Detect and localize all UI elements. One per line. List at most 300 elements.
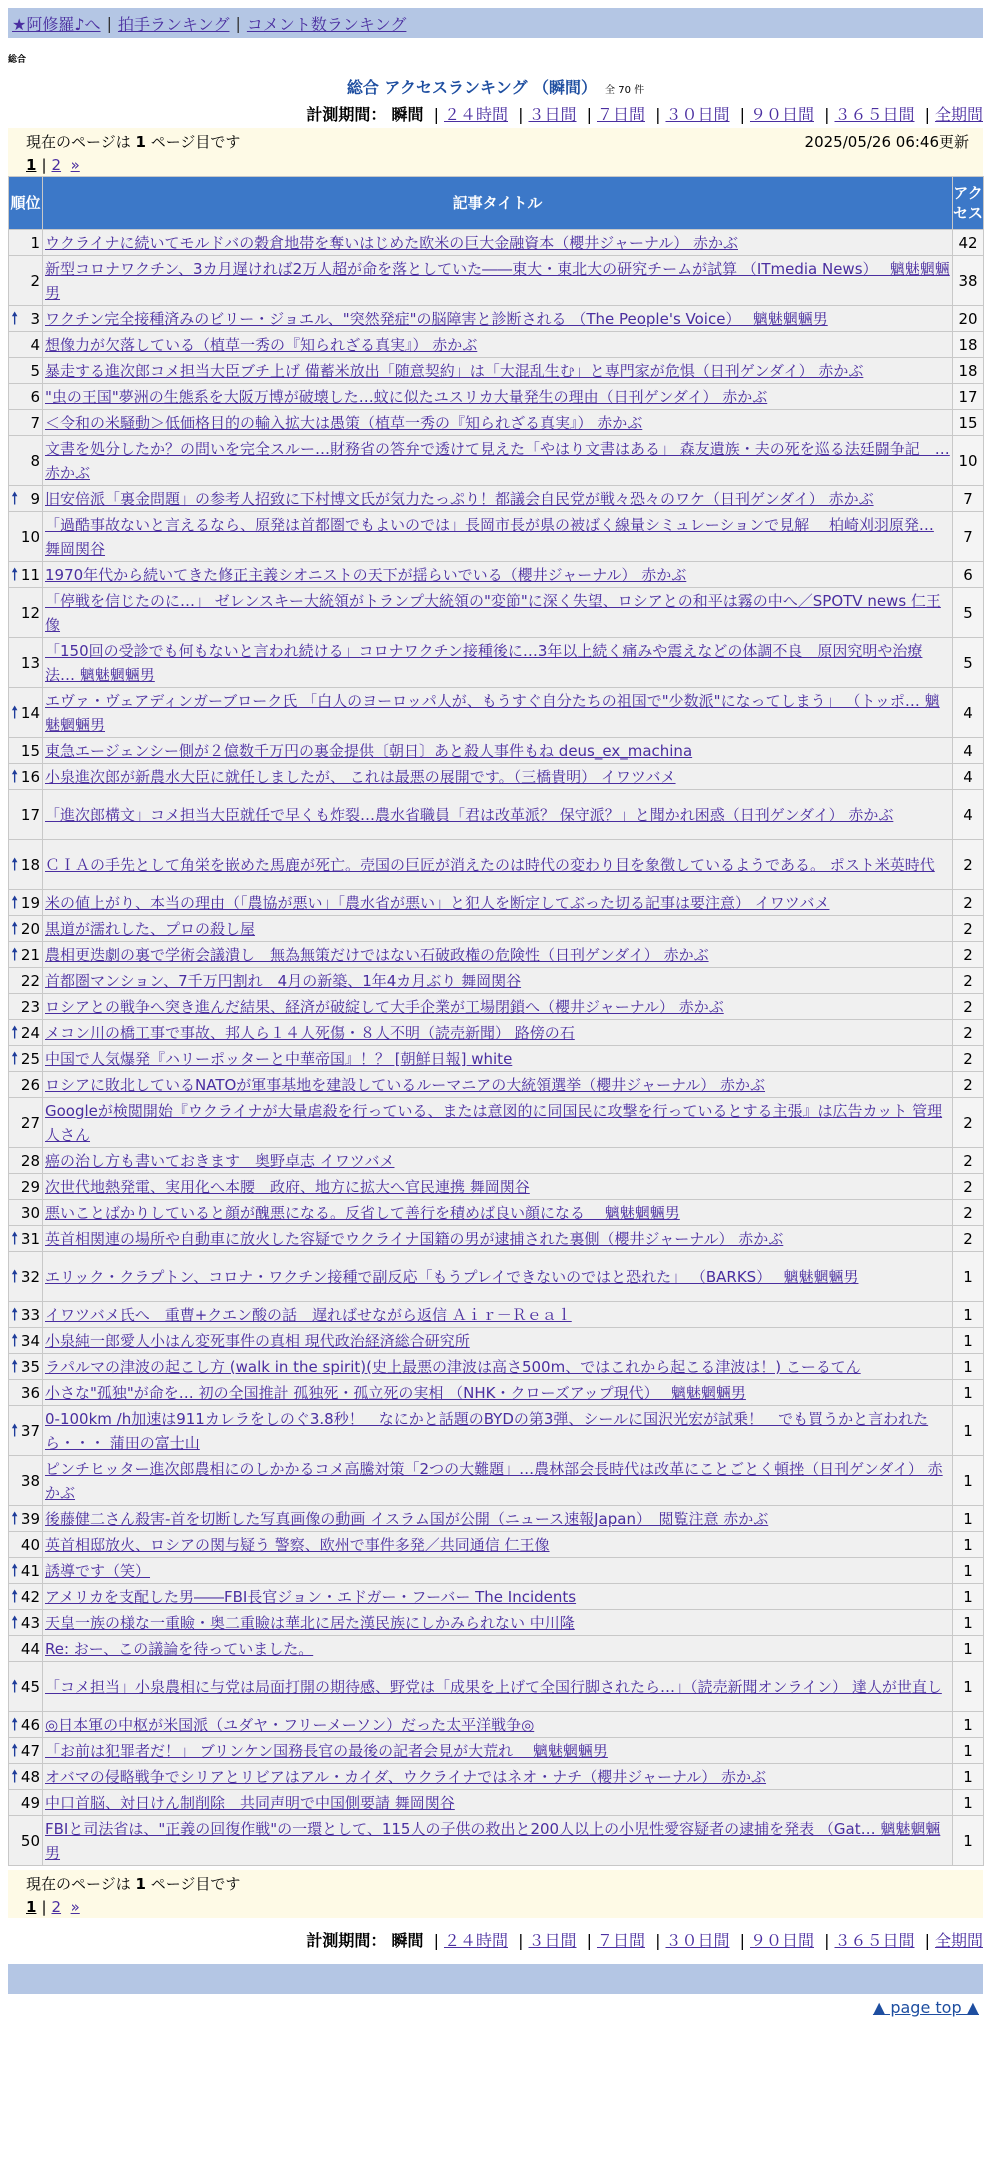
updated-timestamp: 2025/05/26 06:46更新 xyxy=(804,133,969,151)
access-count: 1 xyxy=(953,1790,984,1816)
rank-cell xyxy=(9,638,43,688)
title-cell xyxy=(43,1610,953,1636)
article-title-link[interactable]: 0-100km /h加速は911カレラをしのぐ3.8秒！ なにかと話題のBYDの第3弾、シールに国沢光宏が試乗！ でも買うかと言われたら・・・ 蒲田の富士山 xyxy=(45,1409,929,1452)
rank-number: 15 xyxy=(20,741,40,760)
rank-up-arrow-icon: 🠕 xyxy=(11,1048,19,1069)
article-title-link[interactable]: 旧安倍派「裏金問題」の参考人招致に下村博文氏が気力たっぷり！都議会自民党が戦々恐々のワケ（日刊ゲンダイ） 赤かぶ xyxy=(45,489,874,508)
table-row xyxy=(9,1738,984,1764)
article-title-link[interactable]: 中国で人気爆発『ハリーポッターと中華帝国』！？ [朝鮮日報] white xyxy=(45,1049,513,1068)
access-count: 15 xyxy=(953,410,984,436)
rank-number: 5 xyxy=(30,361,40,380)
article-title-link[interactable]: メコン川の橋工事で事故、邦人ら１４人死傷・８人不明（読売新聞） 路傍の石 xyxy=(45,1023,575,1042)
table-row xyxy=(9,384,984,410)
period-30d-link[interactable]: ３０日間 xyxy=(665,105,730,124)
rank-up-arrow-icon: 🠕 xyxy=(11,1228,19,1249)
article-title-link[interactable]: Googleが検閲開始『ウクライナが大量虐殺を行っている、または意図的に同国民に攻撃を行っているとする主張』は広告カット 管理人さん xyxy=(45,1101,943,1144)
page-title-text: 総合 アクセスランキング （瞬間） xyxy=(346,78,598,97)
article-title-link[interactable]: ◎日本軍の中枢が米国派（ユダヤ・フリーメーソン）だった太平洋戦争◎ xyxy=(45,1715,535,1734)
text: 現在のページは xyxy=(26,1875,136,1893)
rank-up-arrow-icon: 🠕 xyxy=(11,1022,19,1043)
table-row xyxy=(9,1816,984,1866)
nav-separator: | xyxy=(106,13,112,33)
title-cell xyxy=(43,1584,953,1610)
rank-number: 30 xyxy=(20,1203,40,1222)
rank-number: 40 xyxy=(20,1535,40,1554)
rank-number: 7 xyxy=(30,413,40,432)
rank-number: 18 xyxy=(20,855,40,874)
title-cell xyxy=(43,486,953,512)
article-title-link[interactable]: 農相更迭劇の裏で学術会議潰し 無為無策だけではない石破政権の危険性（日刊ゲンダイ） 赤かぶ xyxy=(45,945,709,964)
period-7d-link[interactable]: ７日間 xyxy=(596,1931,645,1950)
rank-up-arrow-icon: 🠕 xyxy=(11,1714,19,1735)
access-count: 2 xyxy=(953,1148,984,1174)
table-row xyxy=(9,256,984,306)
article-title-link[interactable]: 次世代地熱発電、実用化へ本腰 政府、地方に拡大へ官民連携 舞岡関谷 xyxy=(45,1177,530,1196)
rank-number: 46 xyxy=(20,1715,40,1734)
title-cell xyxy=(43,332,953,358)
title-cell xyxy=(43,1816,953,1866)
article-title-link[interactable]: "虫の王国"夢洲の生態系を大阪万博が破壊した…蚊に似たユスリカ大量発生の理由（日刊ゲンダイ） 赤かぶ xyxy=(45,387,768,406)
table-row xyxy=(9,1380,984,1406)
rank-number: 32 xyxy=(20,1267,40,1286)
rank-number: 47 xyxy=(20,1741,40,1760)
access-count: 1 xyxy=(953,1636,984,1662)
rank-up-arrow-icon: 🠕 xyxy=(11,1266,19,1287)
article-title-link[interactable]: ウクライナに続いてモルドバの穀倉地帯を奪いはじめた欧米の巨大金融資本（櫻井ジャーナル） 赤かぶ xyxy=(45,233,738,252)
article-title-link[interactable]: 「進次郎構文」コメ担当大臣就任で早くも炸裂…農水省職員「君は改革派？ 保守派？」と聞かれ困惑（日刊ゲンダイ） 赤かぶ xyxy=(45,805,894,824)
page-2-link[interactable]: 2 xyxy=(51,1898,62,1916)
next-page-link[interactable]: » xyxy=(70,156,80,174)
period-selector-top xyxy=(8,102,983,124)
table-row xyxy=(9,738,984,764)
rank-number: 16 xyxy=(20,767,40,786)
article-title-link[interactable]: 天皇一族の様な一重瞼・奥二重瞼は華北に居た漢民族にしかみられない 中川隆 xyxy=(45,1613,575,1632)
period-3d-link[interactable]: ３日間 xyxy=(528,1931,577,1950)
rank-cell xyxy=(9,1200,43,1226)
bottom-bar xyxy=(8,1964,983,1994)
table-row xyxy=(9,1764,984,1790)
title-cell xyxy=(43,1302,953,1328)
separator: | xyxy=(739,1931,745,1950)
table-row xyxy=(9,1354,984,1380)
page-1: 1 xyxy=(26,1898,37,1916)
title-cell xyxy=(43,1328,953,1354)
access-count: 4 xyxy=(953,790,984,840)
article-title-link[interactable]: 小さな"孤独"が命を… 初の全国推計 孤独死・孤立死の実相 （NHK・クローズアップ現代） 魑魅魍魎男 xyxy=(45,1383,746,1402)
rank-cell xyxy=(9,942,43,968)
rank-cell xyxy=(9,1072,43,1098)
period-24h-link[interactable]: ２４時間 xyxy=(443,1931,508,1950)
period-30d-link[interactable]: ３０日間 xyxy=(665,1931,730,1950)
rank-cell xyxy=(9,384,43,410)
access-count: 1 xyxy=(953,1456,984,1506)
article-title-link[interactable]: 小泉進次郎が新農水大臣に就任しましたが、 これは最悪の展開です。（三橋貴明） イワツバメ xyxy=(45,767,676,786)
table-row xyxy=(9,968,984,994)
pagination xyxy=(26,1898,969,1916)
access-count: 2 xyxy=(953,1174,984,1200)
article-title-link[interactable]: 首都圏マンション、7千万円割れ 4月の新築、1年4カ月ぶり 舞岡関谷 xyxy=(45,971,522,990)
rank-cell xyxy=(9,916,43,942)
article-title-link[interactable]: イワツバメ氏へ 重曹+クエン酸の話 遅ればせながら返信 Ａｉｒ－Ｒｅａｌ xyxy=(45,1305,572,1324)
page-top-container xyxy=(8,1998,979,2017)
nav-separator: | xyxy=(235,13,241,33)
table-row xyxy=(9,436,984,486)
table-row xyxy=(9,1790,984,1816)
separator: | xyxy=(586,1931,592,1950)
access-count: 1 xyxy=(953,1610,984,1636)
access-count: 20 xyxy=(953,306,984,332)
table-row xyxy=(9,1226,984,1252)
period-all-link[interactable]: 全期間 xyxy=(934,105,983,124)
rank-up-arrow-icon: 🠕 xyxy=(11,1420,19,1441)
period-7d-link[interactable]: ７日間 xyxy=(596,105,645,124)
rank-up-arrow-icon: 🠕 xyxy=(11,1356,19,1377)
table-row xyxy=(9,1532,984,1558)
rank-number: 39 xyxy=(20,1509,40,1528)
article-title-link[interactable]: 1970年代から続いてきた修正主義シオニストの天下が揺らいでいる（櫻井ジャーナル） 赤かぶ xyxy=(45,565,687,584)
category-label: 総合 xyxy=(8,55,27,65)
rank-number: 48 xyxy=(20,1767,40,1786)
page-top-link[interactable]: ▲ page top ▲ xyxy=(872,1998,979,2017)
access-count: 1 xyxy=(953,1354,984,1380)
title-cell xyxy=(43,1506,953,1532)
rank-number: 45 xyxy=(20,1677,40,1696)
access-column-header: アクセス xyxy=(953,177,984,230)
table-row xyxy=(9,1046,984,1072)
table-row xyxy=(9,1252,984,1302)
rank-cell xyxy=(9,1636,43,1662)
rank-number: 13 xyxy=(20,653,40,672)
table-row xyxy=(9,688,984,738)
table-row xyxy=(9,1020,984,1046)
title-cell xyxy=(43,1226,953,1252)
separator: | xyxy=(586,105,592,124)
article-title-link[interactable]: 小泉純一郎愛人小はん変死事件の真相 現代政治経済総合研究所 xyxy=(45,1331,470,1350)
rank-up-arrow-icon: 🠕 xyxy=(11,766,19,787)
access-count: 1 xyxy=(953,1558,984,1584)
article-title-link[interactable]: 「過酷事故ないと言えるなら、原発は首都圏でもよいのでは」長岡市長が県の被ばく線量シミュレーションで見解 柏崎刈羽原発… 舞岡関谷 xyxy=(45,515,934,558)
article-title-link[interactable]: 「150回の受診でも何もないと言われ続ける」コロナワクチン接種後に…3年以上続く痛みや震えなどの体調不良 原因究明や治療法… 魑魅魍魎男 xyxy=(45,641,923,684)
rank-number: 14 xyxy=(20,703,40,722)
rank-cell xyxy=(9,1354,43,1380)
access-count: 2 xyxy=(953,1226,984,1252)
access-count: 1 xyxy=(953,1532,984,1558)
article-title-link[interactable]: オバマの侵略戦争でシリアとリビアはアル・カイダ、ウクライナではネオ・ナチ（櫻井ジャーナル） 赤かぶ xyxy=(45,1767,767,1786)
period-label: 計測期間： xyxy=(306,105,387,124)
rank-number: 19 xyxy=(20,893,40,912)
table-row xyxy=(9,790,984,840)
title-cell xyxy=(43,1712,953,1738)
ranking-table-body xyxy=(9,230,984,1866)
table-row xyxy=(9,512,984,562)
rank-up-arrow-icon: 🠕 xyxy=(11,564,19,585)
title-cell xyxy=(43,738,953,764)
period-90d-link[interactable]: ９０日間 xyxy=(749,105,814,124)
rank-cell xyxy=(9,1252,43,1302)
title-column-header: 記事タイトル xyxy=(43,177,953,230)
period-3d-link[interactable]: ３日間 xyxy=(528,105,577,124)
article-title-link[interactable]: 後藤健二さん殺害-首を切断した写真画像の動画 イスラム国が公開（ニュース速報Japan） 閲覧注意 赤かぶ xyxy=(45,1509,769,1528)
rank-cell xyxy=(9,688,43,738)
rank-cell xyxy=(9,1020,43,1046)
rank-number: 12 xyxy=(20,603,40,622)
article-title-link[interactable]: 悪いことばかりしていると顔が醜悪になる。反省して善行を積めば良い顔になる 魑魅魍魎男 xyxy=(45,1203,680,1222)
article-title-link[interactable]: 中口首脳、対日けん制削除 共同声明で中国側要請 舞岡関谷 xyxy=(45,1793,455,1812)
total-count: 全 70 件 xyxy=(605,85,645,96)
top-nav-bar xyxy=(8,8,983,38)
separator: | xyxy=(518,1931,524,1950)
title-cell xyxy=(43,436,953,486)
article-title-link[interactable]: ロシアとの戦争へ突き進んだ結果、経済が破綻して大手企業が工場閉鎖へ（櫻井ジャーナル） 赤かぶ xyxy=(45,997,724,1016)
rank-cell xyxy=(9,256,43,306)
clap-ranking-link[interactable]: 拍手ランキング xyxy=(117,14,230,34)
title-cell xyxy=(43,994,953,1020)
access-count: 2 xyxy=(953,1200,984,1226)
article-title-link[interactable]: ラパルマの津波の起こし方 (walk in the spirit)(史上最悪の津波は高さ500m、ではこれから起こる津波は！) こーるてん xyxy=(45,1357,861,1376)
title-cell xyxy=(43,358,953,384)
access-count: 7 xyxy=(953,512,984,562)
title-cell xyxy=(43,1738,953,1764)
title-cell xyxy=(43,916,953,942)
article-title-link[interactable]: ロシアに敗北しているNATOが軍事基地を建設しているルーマニアの大統領選挙（櫻井ジャーナル） 赤かぶ xyxy=(45,1075,766,1094)
article-title-link[interactable]: 新型コロナワクチン、3カ月遅ければ2万人超が命を落としていた――東大・東北大の研究チームが試算 （ITmedia News） 魑魅魍魎男 xyxy=(45,259,950,302)
title-cell xyxy=(43,1174,953,1200)
access-count: 4 xyxy=(953,738,984,764)
access-count: 1 xyxy=(953,1816,984,1866)
rank-number: 33 xyxy=(20,1305,40,1324)
separator: | xyxy=(433,1931,439,1950)
period-24h-link[interactable]: ２４時間 xyxy=(443,105,508,124)
access-count: 5 xyxy=(953,588,984,638)
rank-number: 9 xyxy=(30,489,40,508)
rank-number: 35 xyxy=(20,1357,40,1376)
article-title-link[interactable]: FBIと司法省は、"正義の回復作戦"の一環として、115人の子供の救出と200人以上の小児性愛容疑者の逮捕を発表 （Gat… 魑魅魍魎男 xyxy=(45,1819,941,1862)
rank-cell xyxy=(9,562,43,588)
table-row xyxy=(9,1098,984,1148)
access-count: 2 xyxy=(953,1046,984,1072)
article-title-link[interactable]: 東急エージェンシー側が２億数千万円の裏金提供〔朝日〕あと殺人事件もね deus_ex_machina xyxy=(45,741,693,760)
title-cell xyxy=(43,1098,953,1148)
access-count: 10 xyxy=(953,436,984,486)
rank-number: 41 xyxy=(20,1561,40,1580)
table-row xyxy=(9,1200,984,1226)
rank-cell xyxy=(9,1406,43,1456)
rank-up-arrow-icon: 🠕 xyxy=(11,892,19,913)
rank-up-arrow-icon: 🠕 xyxy=(11,1330,19,1351)
rank-up-arrow-icon: 🠕 xyxy=(11,854,19,875)
title-cell xyxy=(43,1532,953,1558)
period-365d-link[interactable]: ３６５日間 xyxy=(834,105,915,124)
rank-number: 31 xyxy=(20,1229,40,1248)
access-count: 42 xyxy=(953,230,984,256)
rank-number: 11 xyxy=(20,565,40,584)
article-title-link[interactable]: エヴァ・ヴェアディンガーブローク氏 「白人のヨーロッパ人が、もうすぐ自分たちの祖国で"少数派"になってしまう」 （トッポ… 魑魅魍魎男 xyxy=(45,691,940,734)
article-title-link[interactable]: 暴走する進次郎コメ担当大臣ブチ上げ 備蓄米放出「随意契約」は「大混乱生む」と専門家が危惧（日刊ゲンダイ） 赤かぶ xyxy=(45,361,864,380)
access-count: 1 xyxy=(953,1380,984,1406)
article-title-link[interactable]: 誘導です（笑） xyxy=(45,1561,151,1580)
article-title-link[interactable]: 癌の治し方も書いておきます 奥野卓志 イワツバメ xyxy=(45,1151,395,1170)
rank-cell xyxy=(9,512,43,562)
table-row xyxy=(9,764,984,790)
rank-number: 2 xyxy=(30,271,40,290)
home-link[interactable]: ★阿修羅♪へ xyxy=(12,14,101,34)
article-title-link[interactable]: Re: おー、この議論を待っていました。 xyxy=(45,1639,314,1658)
separator: | xyxy=(824,1931,830,1950)
rank-cell xyxy=(9,1506,43,1532)
page-info-bottom xyxy=(8,1870,983,1918)
rank-cell xyxy=(9,1738,43,1764)
separator: | xyxy=(739,105,745,124)
access-count: 1 xyxy=(953,1328,984,1354)
rank-cell xyxy=(9,994,43,1020)
article-title-link[interactable]: 想像力が欠落している（植草一秀の『知られざる真実』） 赤かぶ xyxy=(45,335,478,354)
table-row xyxy=(9,1328,984,1354)
article-title-link[interactable]: 「停戦を信じたのに…」 ゼレンスキー大統領がトランプ大統領の"変節"に深く失望、ロシアとの和平は霧の中へ／SPOTV news 仁王像 xyxy=(45,591,941,634)
table-row xyxy=(9,942,984,968)
title-cell xyxy=(43,1636,953,1662)
rank-up-arrow-icon: 🠕 xyxy=(11,944,19,965)
table-row xyxy=(9,562,984,588)
rank-number: 50 xyxy=(20,1831,40,1850)
access-count: 1 xyxy=(953,1712,984,1738)
text: ページ目です xyxy=(145,133,241,151)
access-count: 1 xyxy=(953,1738,984,1764)
rank-number: 1 xyxy=(30,233,40,252)
title-cell xyxy=(43,890,953,916)
title-cell xyxy=(43,1148,953,1174)
rank-number: 36 xyxy=(20,1383,40,1402)
article-title-link[interactable]: 文書を処分したか？の問いを完全スルー…財務省の答弁で透けて見えた「やはり文書はある」 森友遺族・夫の死を巡る法廷闘争記 … 赤かぶ xyxy=(45,439,950,482)
table-header-row xyxy=(9,177,984,230)
access-count: 4 xyxy=(953,764,984,790)
title-cell xyxy=(43,1456,953,1506)
rank-cell xyxy=(9,840,43,890)
rank-cell xyxy=(9,1558,43,1584)
rank-number: 21 xyxy=(20,945,40,964)
separator: | xyxy=(433,105,439,124)
period-current: 瞬間 xyxy=(391,1931,424,1950)
access-count: 2 xyxy=(953,1072,984,1098)
access-count: 1 xyxy=(953,1252,984,1302)
title-cell xyxy=(43,790,953,840)
article-title-link[interactable]: ピンチヒッター進次郎農相にのしかかるコメ高騰対策「2つの大難題」…農林部会長時代は改革にことごとく頓挫（日刊ゲンダイ） 赤かぶ xyxy=(45,1459,943,1502)
period-all-link[interactable]: 全期間 xyxy=(934,1931,983,1950)
table-row xyxy=(9,1712,984,1738)
title-cell xyxy=(43,1406,953,1456)
access-count: 1 xyxy=(953,1764,984,1790)
title-cell xyxy=(43,688,953,738)
separator: | xyxy=(655,1931,661,1950)
current-page-text xyxy=(26,1873,240,1894)
rank-number: 27 xyxy=(20,1113,40,1132)
table-row xyxy=(9,1610,984,1636)
rank-cell xyxy=(9,1662,43,1712)
article-title-link[interactable]: 「お前は犯罪者だ！」 ブリンケン国務長官の最後の記者会見が大荒れ 魑魅魍魎男 xyxy=(45,1741,608,1760)
title-cell xyxy=(43,562,953,588)
title-cell xyxy=(43,1020,953,1046)
table-row xyxy=(9,638,984,688)
table-row xyxy=(9,916,984,942)
rank-cell xyxy=(9,1328,43,1354)
page-title xyxy=(0,75,991,98)
rank-cell xyxy=(9,738,43,764)
page-2-link[interactable]: 2 xyxy=(51,156,62,174)
rank-number: 3 xyxy=(30,309,40,328)
access-count: 2 xyxy=(953,994,984,1020)
rank-cell xyxy=(9,1098,43,1148)
title-cell xyxy=(43,306,953,332)
next-page-link[interactable]: » xyxy=(70,1898,80,1916)
article-title-link[interactable]: 黒道が濡れした、プロの殺し屋 xyxy=(45,919,256,938)
article-title-link[interactable]: ワクチン完全接種済みのビリー・ジョエル、"突然発症"の脳障害と診断される （The People's Voice） 魑魅魍魎男 xyxy=(45,309,828,328)
table-row xyxy=(9,1558,984,1584)
title-cell xyxy=(43,1764,953,1790)
rank-cell xyxy=(9,588,43,638)
article-title-link[interactable]: 英首相邸放火、ロシアの関与疑う 警察、欧州で事件多発／共同通信 仁王像 xyxy=(45,1535,550,1554)
title-cell xyxy=(43,256,953,306)
access-count: 38 xyxy=(953,256,984,306)
table-row xyxy=(9,1506,984,1532)
title-cell xyxy=(43,968,953,994)
article-title-link[interactable]: アメリカを支配した男――FBI長官ジョン・エドガー・フーバー The Incidents xyxy=(45,1587,577,1606)
access-count: 17 xyxy=(953,384,984,410)
rank-number: 43 xyxy=(20,1613,40,1632)
table-row xyxy=(9,588,984,638)
article-title-link[interactable]: ＣＩＡの手先として角栄を嵌めた馬鹿が死亡。売国の巨匠が消えたのは時代の変わり目を象徴しているようである。 ポスト米英時代 xyxy=(45,855,935,874)
rank-number: 42 xyxy=(20,1587,40,1606)
rank-cell xyxy=(9,1046,43,1072)
rank-number: 28 xyxy=(20,1151,40,1170)
rank-cell xyxy=(9,1532,43,1558)
access-count: 2 xyxy=(953,1098,984,1148)
title-cell xyxy=(43,384,953,410)
table-row xyxy=(9,1456,984,1506)
access-count: 1 xyxy=(953,1584,984,1610)
title-cell xyxy=(43,512,953,562)
article-title-link[interactable]: エリック・クラプトン、コロナ・ワクチン接種で副反応「もうプレイできないのではと恐れた」 （BARKS） 魑魅魍魎男 xyxy=(45,1267,859,1286)
table-row xyxy=(9,1174,984,1200)
rank-cell xyxy=(9,1764,43,1790)
article-title-link[interactable]: 米の値上がり、本当の理由（「農協が悪い」「農水省が悪い」と犯人を断定してぶった切る記事は要注意） イワツバメ xyxy=(45,893,830,912)
rank-number: 8 xyxy=(30,451,40,470)
table-row xyxy=(9,332,984,358)
period-current: 瞬間 xyxy=(391,105,424,124)
table-row xyxy=(9,1302,984,1328)
table-row xyxy=(9,840,984,890)
separator: | xyxy=(41,156,47,174)
access-count: 2 xyxy=(953,942,984,968)
article-title-link[interactable]: ＜令和の米騒動＞低価格目的の輸入拡大は愚策（植草一秀の『知られざる真実』） 赤かぶ xyxy=(45,413,643,432)
table-row xyxy=(9,1148,984,1174)
rank-up-arrow-icon: 🠕 xyxy=(11,1586,19,1607)
rank-up-arrow-icon: 🠕 xyxy=(11,1612,19,1633)
rank-up-arrow-icon: 🠕 xyxy=(11,702,19,723)
period-90d-link[interactable]: ９０日間 xyxy=(749,1931,814,1950)
rank-number: 23 xyxy=(20,997,40,1016)
rank-number: 38 xyxy=(20,1471,40,1490)
title-cell xyxy=(43,230,953,256)
article-title-link[interactable]: 英首相関連の場所や自動車に放火した容疑でウクライナ国籍の男が逮捕された裏側（櫻井ジャーナル） 赤かぶ xyxy=(45,1229,784,1248)
title-cell xyxy=(43,1072,953,1098)
period-365d-link[interactable]: ３６５日間 xyxy=(834,1931,915,1950)
title-cell xyxy=(43,588,953,638)
rank-cell xyxy=(9,486,43,512)
comment-ranking-link[interactable]: コメント数ランキング xyxy=(246,14,407,34)
title-cell xyxy=(43,638,953,688)
table-row xyxy=(9,358,984,384)
access-count: 2 xyxy=(953,916,984,942)
article-title-link[interactable]: 「コメ担当」小泉農相に与党は局面打開の期待感、野党は「成果を上げて全国行脚されたら…」（読売新聞オンライン） 達人が世直し xyxy=(45,1677,942,1696)
